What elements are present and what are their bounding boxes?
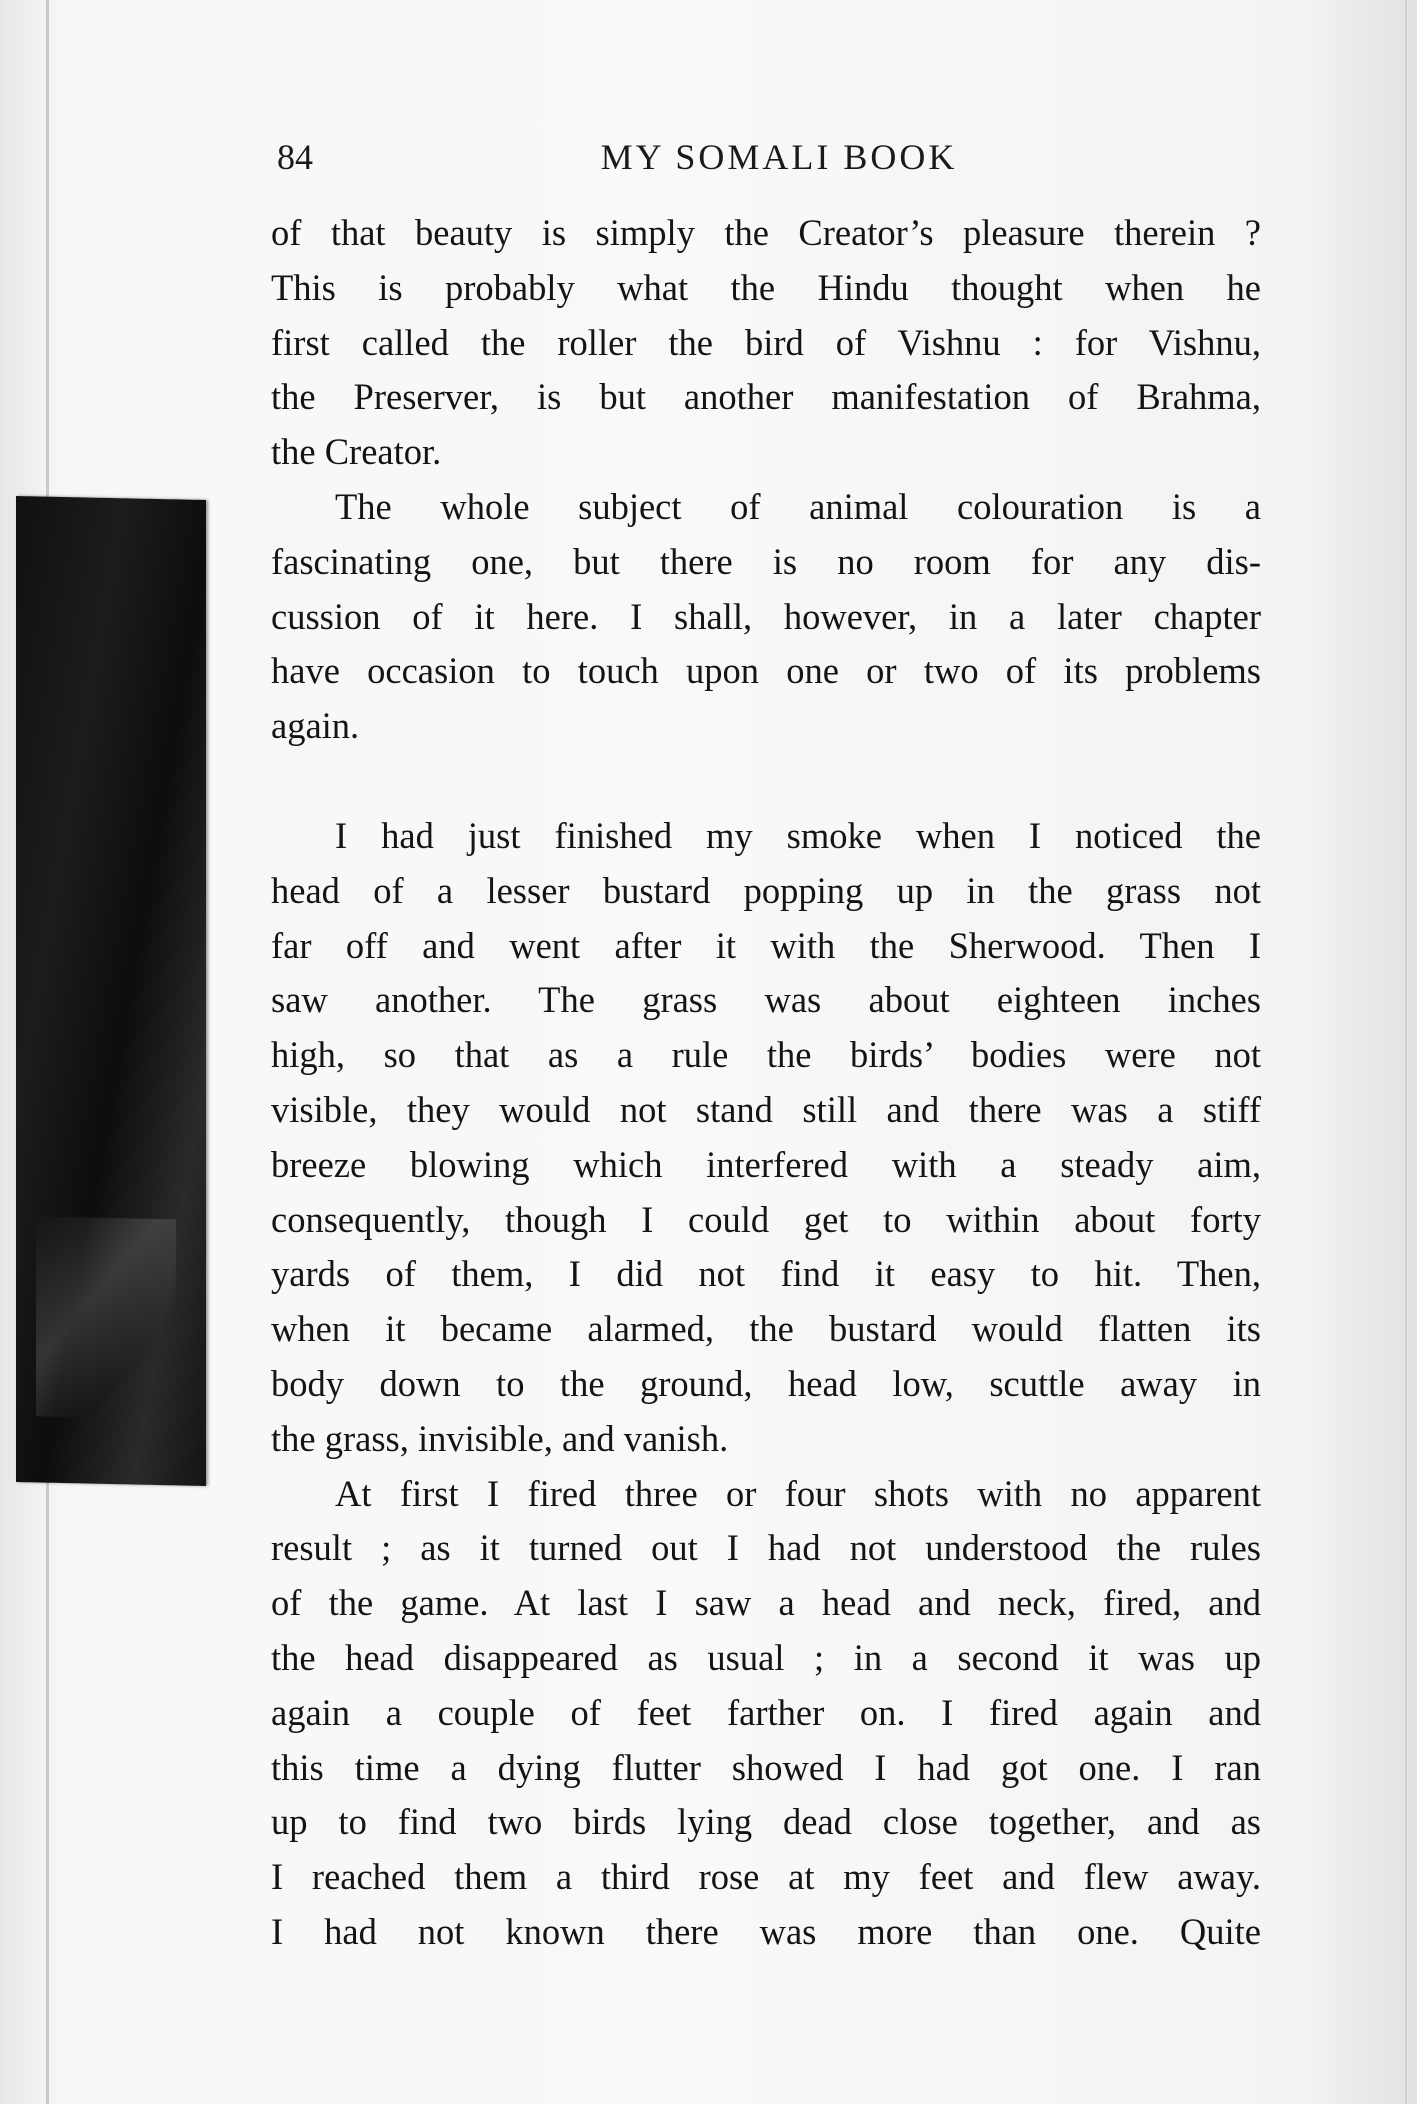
page-edge (1405, 0, 1407, 2104)
text-line: I reached them a third rose at my feet and flew away. (271, 1856, 1261, 1898)
text-line: The whole subject of animal colouration is a (335, 485, 1261, 527)
text-line: head of a lesser bustard popping up in the grass not (271, 869, 1261, 911)
running-title: MY SOMALI BOOK (600, 137, 958, 177)
text-line: I had not known there was more than one. Quite (271, 1910, 1261, 1952)
text-line: visible, they would not stand still and there was a stiff (271, 1088, 1261, 1130)
text-line: the Creator. (271, 431, 442, 473)
bookmark-ribbon (16, 496, 206, 1486)
text-line: saw another. The grass was about eighteen inches (271, 979, 1261, 1021)
text-line: high, so that as a rule the birds’ bodies were not (271, 1034, 1261, 1076)
text-line: At first I fired three or four shots with no apparent (335, 1472, 1261, 1514)
paragraph-4 (271, 1467, 1261, 1960)
text-line: consequently, though I could get to within about forty (271, 1198, 1261, 1240)
text-line: fascinating one, but there is no room for any dis- (271, 540, 1261, 582)
text-line: again a couple of feet farther on. I fired again and (271, 1691, 1261, 1733)
text-line: up to find two birds lying dead close together, and as (271, 1801, 1261, 1843)
text-line: again. (271, 705, 360, 747)
paragraph-1 (271, 206, 1261, 480)
text-line: I had just finished my smoke when I noticed the (335, 814, 1261, 856)
text-line: breeze blowing which interfered with a steady aim, (271, 1143, 1261, 1185)
section-break (271, 754, 1261, 809)
text-line: the grass, invisible, and vanish. (271, 1417, 729, 1459)
text-line: This is probably what the Hindu thought when he (271, 266, 1261, 308)
text-line: body down to the ground, head low, scuttle away in (271, 1362, 1261, 1404)
text-line: have occasion to touch upon one or two of its problems (271, 650, 1261, 692)
text-line: cussion of it here. I shall, however, in a later chapter (271, 595, 1261, 637)
text-line: when it became alarmed, the bustard would flatten its (271, 1308, 1261, 1350)
page-header (273, 136, 1255, 188)
text-line: of that beauty is simply the Creator’s pleasure therein ? (271, 212, 1261, 253)
text-line: the Preserver, is but another manifestation of Brahma, (271, 376, 1261, 418)
text-line: of the game. At last I saw a head and neck, fired, and (271, 1582, 1261, 1624)
text-line: far off and went after it with the Sherwood. Then I (271, 924, 1261, 966)
text-line: yards of them, I did not find it easy to hit. Then, (271, 1253, 1261, 1295)
paragraph-2 (271, 480, 1261, 754)
paragraph-3 (271, 809, 1261, 1467)
text-line: first called the roller the bird of Vishnu : for Vishnu, (271, 321, 1261, 363)
text-line: result ; as it turned out I had not understood the rules (271, 1527, 1261, 1569)
text-line: this time a dying flutter showed I had got one. I ran (271, 1746, 1261, 1788)
text-line: the head disappeared as usual ; in a second it was up (271, 1636, 1261, 1678)
page-number: 84 (277, 137, 313, 177)
body-text (271, 206, 1261, 1960)
